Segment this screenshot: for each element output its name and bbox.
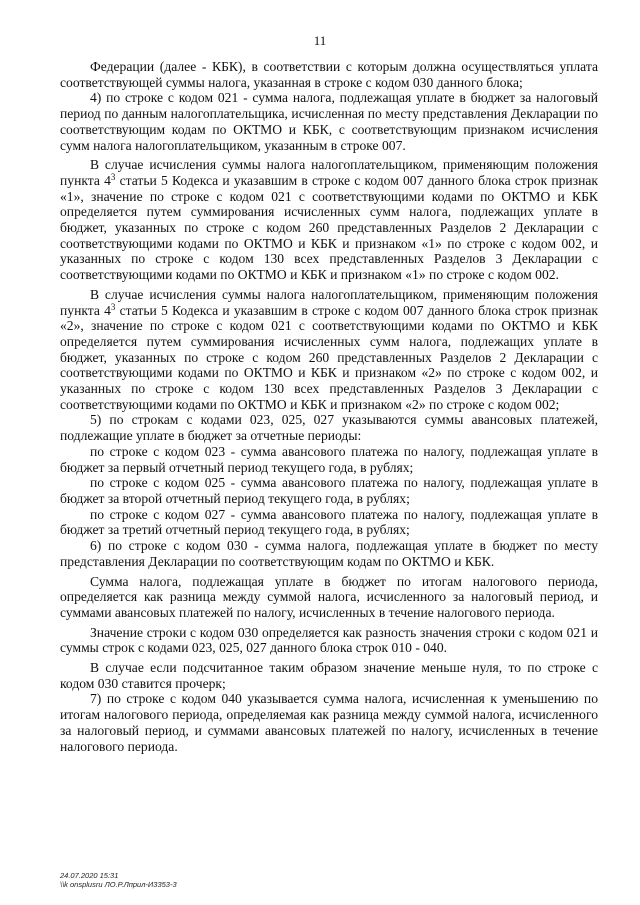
- paragraph-lines-023-025-027: 5) по строкам с кодами 023, 025, 027 указываются суммы авансовых платежей, подлежащие уплате в бюджет за отчетные периоды:: [60, 412, 598, 444]
- paragraph-federation-kbk: Федерации (далее - КБК), в соответствии с которым должна осуществляться уплата соответствующей суммы налога, указанная в строке с кодом 030 данного блока;: [60, 59, 598, 90]
- paragraph-text: В случае исчисления суммы налога налогоплательщиком, применяющим положения пункта 4: [60, 286, 598, 318]
- paragraph-line-030: 6) по строке с кодом 030 - сумма налога, подлежащая уплате в бюджет по месту представления Декларации по соответствующим кодам по ОКТМО и КБК.: [60, 538, 598, 569]
- paragraph-sign-2: [60, 287, 598, 413]
- footer-file-path: \\k onsplusru ЛО.Р.Лприл-И3353-3: [60, 880, 177, 889]
- footer-timestamp: 24.07.2020 15:31: [60, 871, 119, 880]
- paragraph-line-025: по строке с кодом 025 - сумма авансового платежа по налогу, подлежащая уплате в бюджет за второй отчетный период текущего года, в рублях;: [60, 475, 598, 506]
- paragraph-text: статьи 5 Кодекса и указавшим в строке с кодом 007 данного блока строк признак «1», значение по строке с кодом 021 с соответствующими кодами по ОКТМО и КБК определяется путем суммирования исчисленных сумм налога, подлежащих уплате в бюджет, указанных по строке с кодом 260 представленных Разделов 2 Декларации с соответствующими кодами по ОКТМО и КБК и признаком «1» по строке с кодом 002, и указанных по строке с кодом 130 всех представленных Разделов 3 Декларации с соответствующими кодами по ОКТМО и КБК и признаком «1» по строке с кодом 002.: [60, 172, 598, 283]
- page-number: 11: [313, 33, 327, 48]
- paragraph-line-040: 7) по строке с кодом 040 указывается сумма налога, исчисленная к уменьшению по итогам налогового периода, определяемая как разница между суммой налога, исчисленного за налоговый период, и суммами авансовых платежей по налогу, исчисленных в течение налогового периода.: [60, 691, 598, 754]
- superscript: 3: [110, 301, 116, 312]
- paragraph-negative-dash: В случае если подсчитанное таким образом значение меньше нуля, то по строке с кодом 030 ставится прочерк;: [60, 660, 598, 691]
- paragraph-sign-1: [60, 157, 598, 283]
- document-body: [60, 59, 598, 754]
- print-footer: [60, 871, 360, 889]
- paragraph-line-021: 4) по строке с кодом 021 - сумма налога, подлежащая уплате в бюджет за налоговый период по данным налогоплательщика, исчисленная по месту представления Декларации по соответствующим кодам по ОКТМО и КБК, с соответствующим признаком исчисления сумм налога налогоплательщиком, указанным в строке 007.: [60, 90, 598, 153]
- paragraph-text: статьи 5 Кодекса и указавшим в строке с кодом 007 данного блока строк признак «2», значение по строке с кодом 021 с соответствующими кодами по ОКТМО и КБК определяется путем суммирования исчисленных сумм налога, подлежащих уплате в бюджет, указанных по строке с кодом 260 представленных Разделов 2 Декларации с соответствующими кодами по ОКТМО и КБК и признаком «2» по строке с кодом 002, и указанных по строке с кодом 130 всех представленных Разделов 3 Декларации с соответствующими кодами по ОКТМО и КБК и признаком «2» по строке с кодом 002;: [60, 302, 598, 412]
- paragraph-line-023: по строке с кодом 023 - сумма авансового платежа по налогу, подлежащая уплате в бюджет за первый отчетный период текущего года, в рублях;: [60, 443, 598, 475]
- paragraph-text: В случае исчисления суммы налога налогоплательщиком, применяющим положения пункта 4: [60, 157, 598, 188]
- paragraph-tax-difference: Сумма налога, подлежащая уплате в бюджет по итогам налогового периода, определяется как разница между суммой налога, исчисленного за налоговый период, и суммами авансовых платежей по налогу, исчисленных в течение налогового периода.: [60, 573, 598, 620]
- superscript: 3: [110, 171, 116, 182]
- paragraph-line-027: по строке с кодом 027 - сумма авансового платежа по налогу, подлежащая уплате в бюджет за третий отчетный период текущего года, в рублях;: [60, 506, 598, 538]
- paragraph-030-value: Значение строки с кодом 030 определяется как разность значения строки с кодом 021 и суммы строк с кодами 023, 025, 027 данного блока строк 010 - 040.: [60, 624, 598, 656]
